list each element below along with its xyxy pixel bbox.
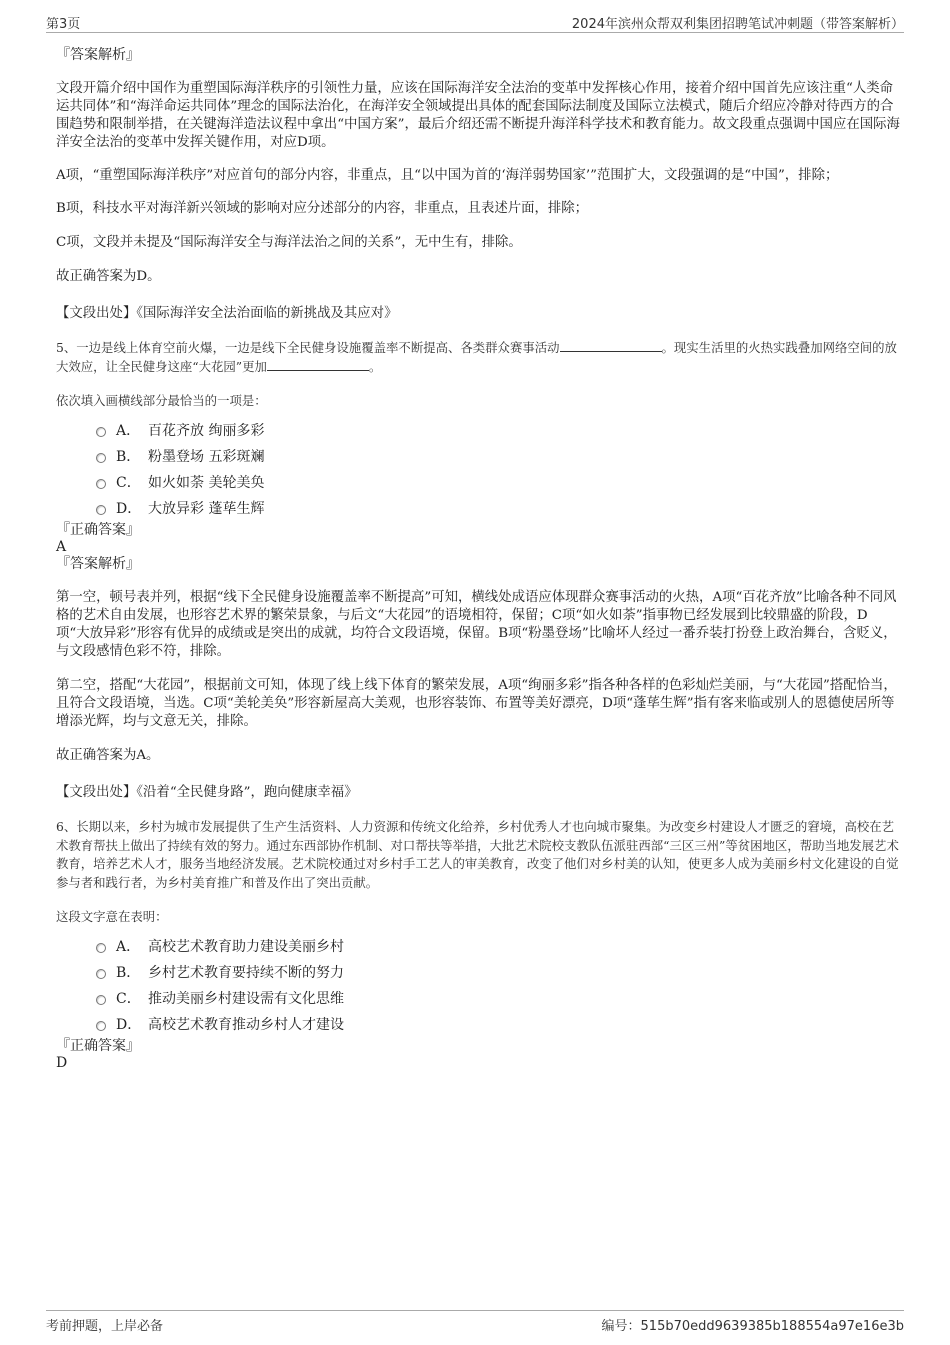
- page-footer: [46, 1310, 904, 1335]
- q5-analysis-tag: 『答案解析』: [56, 556, 140, 572]
- q4-analysis-para1: 文段开篇介绍中国作为重塑国际海洋秩序的引领性力量，应该在国际海洋安全法治的变革中发挥核心作用，接着介绍中国首先应该注重“人类命运共同体”和“海洋命运共同体”理念的国际法治化，在海洋安全领域提出具体的配套国际法制度及国际立法模式，随后介绍应冷静对待西方的合围趋势和限制举措，在关键海洋造法议程中拿出“中国方案”，最后介绍还需不断提升海洋科学技术和教育能力。故文段重点强调中国应在国际海洋安全法治的变革中发挥关键作用，对应D项。: [56, 81, 900, 150]
- q6-options: [56, 933, 901, 1037]
- q5-option-b[interactable]: B． 粉墨登场 五彩斑斓: [96, 443, 901, 469]
- q5-source: 【文段出处】《沿着“全民健身路”，跑向健康幸福》: [56, 785, 358, 800]
- document-title: 2024年滨州众帮双利集团招聘笔试冲刺题（带答案解析）: [571, 17, 904, 32]
- q5-stem-part3: 。: [368, 358, 382, 374]
- q6-option-a[interactable]: A． 高校艺术教育助力建设美丽乡村: [96, 933, 901, 959]
- q4-analysis-para2: A项，“重塑国际海洋秩序”对应首句的部分内容，非重点，且“以中国为首的‘海洋弱势国家’”范围扩大，文段强调的是“中国”，排除；: [56, 168, 839, 183]
- q5-blank-1: [560, 339, 662, 352]
- footer-slogan: 考前押题，上岸必备: [46, 1319, 164, 1334]
- q6-ask: 这段文字意在表明：: [56, 909, 168, 924]
- radio-icon[interactable]: [96, 1021, 106, 1031]
- q6-option-d[interactable]: D． 高校艺术教育推动乡村人才建设: [96, 1011, 901, 1037]
- q5-answer: A: [56, 539, 67, 555]
- radio-icon[interactable]: [96, 969, 106, 979]
- radio-icon[interactable]: [96, 943, 106, 953]
- q5-stem-part2: 。现实生活里的火热实践叠加网络空间的放大效应，让全民健身这座“大花园”更加: [56, 340, 897, 374]
- q4-source: 【文段出处】《国际海洋安全法治面临的新挑战及其应对》: [56, 306, 398, 321]
- radio-icon[interactable]: [96, 995, 106, 1005]
- q4-analysis-tag: 『答案解析』: [56, 47, 140, 63]
- q4-analysis-para3: B项，科技水平对海洋新兴领域的影响对应分述部分的内容，非重点，且表述片面，排除；: [56, 201, 589, 216]
- radio-icon[interactable]: [96, 427, 106, 437]
- q6-option-b[interactable]: B． 乡村艺术教育要持续不断的努力: [96, 959, 901, 985]
- radio-icon[interactable]: [96, 453, 106, 463]
- q4-analysis-para4: C项，文段并未提及“国际海洋安全与海洋法治之间的关系”，无中生有，排除。: [56, 235, 522, 250]
- q5-answer-tag: 『正确答案』: [56, 522, 140, 538]
- q5-analysis-para1: 第一空，顿号表并列，根据“线下全民健身设施覆盖率不断提高”可知，横线处成语应体现群众赛事活动的火热，A项“百花齐放”比喻各种不同风格的艺术自由发展，也形容艺术界的繁荣景象，与后文“大花园”的语境相符，保留；C项“如火如荼”指事物已经发展到比较鼎盛的阶段，D项“大放异彩”形容有优异的成绩或是突出的成就，均符合文段语境，保留。B项“粉墨登场”比喻坏人经过一番乔装打扮登上政治舞台，含贬义，与文段感情色彩不符，排除。: [56, 590, 897, 659]
- q6-option-c[interactable]: C． 推动美丽乡村建设需有文化思维: [96, 985, 901, 1011]
- q5-option-d[interactable]: D． 大放异彩 蓬荜生辉: [96, 495, 901, 521]
- q5-blank-2: [267, 358, 369, 371]
- q6-answer: D: [56, 1055, 68, 1071]
- q5-option-a[interactable]: A． 百花齐放 绚丽多彩: [96, 417, 901, 443]
- page-header: [46, 10, 904, 33]
- radio-icon[interactable]: [96, 479, 106, 489]
- q5-analysis-para2: 第二空，搭配“大花园”，根据前文可知，体现了线上线下体育的繁荣发展，A项“绚丽多彩”指各种各样的色彩灿烂美丽，与“大花园”搭配恰当，且符合文段语境，当选。C项“美轮美奂”形容新屋高大美观，也形容装饰、布置等美好漂亮，D项“蓬荜生辉”指有客来临或别人的恩德使居所等增添光辉，均与文意无关，排除。: [56, 678, 897, 729]
- q5-stem: [56, 339, 901, 376]
- q5-stem-part1: 5、一边是线上体育空前火爆，一边是线下全民健身设施覆盖率不断提高、各类群众赛事活动: [56, 340, 560, 355]
- q5-options: [56, 417, 901, 521]
- q5-ask: 依次填入画横线部分最恰当的一项是：: [56, 393, 267, 408]
- q6-answer-tag: 『正确答案』: [56, 1038, 140, 1054]
- q5-conclusion: 故正确答案为A。: [56, 748, 160, 763]
- radio-icon[interactable]: [96, 505, 106, 515]
- footer-doc-id: 编号：515b70edd9639385b188554a97e16e3b: [601, 1319, 904, 1334]
- q5-option-c[interactable]: C． 如火如荼 美轮美奂: [96, 469, 901, 495]
- page-number: 第3页: [46, 17, 81, 32]
- page-content: [56, 42, 901, 1071]
- q6-stem: 6、长期以来，乡村为城市发展提供了生产生活资料、人力资源和传统文化给养，乡村优秀人才也向城市聚集。为改变乡村建设人才匮乏的窘境，高校在艺术教育帮扶上做出了持续有效的努力。通过东西部协作机制、对口帮扶等举措，大批艺术院校支教队伍派驻西部“三区三州”等贫困地区，帮助当地发展艺术教育，培养艺术人才，服务当地经济发展。艺术院校通过对乡村手工艺人的审美教育，改变了他们对乡村美的认知，使更多人成为美丽乡村文化建设的自觉参与者和践行者，为乡村美育推广和普及作出了突出贡献。: [56, 819, 899, 890]
- q4-conclusion: 故正确答案为D。: [56, 269, 161, 284]
